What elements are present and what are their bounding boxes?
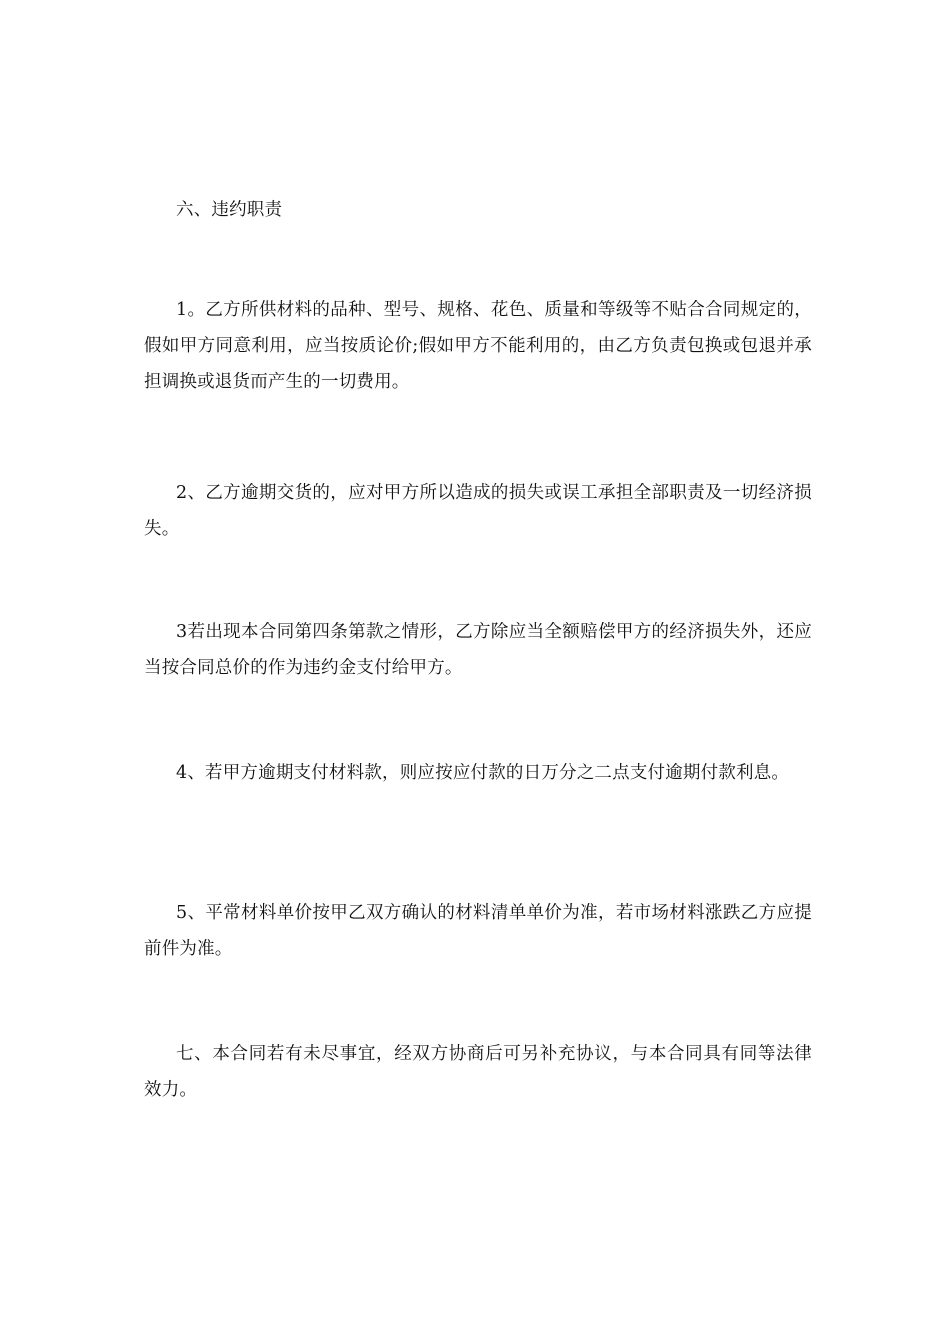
clause-paragraph-4: 4、若甲方逾期支付材料款，则应按应付款的日万分之二点支付逾期付款利息。 — [176, 763, 790, 783]
clause-paragraph-1: 1。乙方所供材料的品种、型号、规格、花色、质量和等级等不贴合合同规定的，假如甲方同意利用，应当按质论价;假如甲方不能利用的，由乙方负责包换或包退并承担调换或退货而产生的一切费用。 — [144, 300, 812, 392]
clause-paragraph-2: 2、乙方逾期交货的，应对甲方所以造成的损失或误工承担全部职责及一切经济损失。 — [144, 483, 812, 539]
clause-paragraph-5: 5、平常材料单价按甲乙双方确认的材料清单单价为准，若市场材料涨跌乙方应提前件为准。 — [144, 903, 812, 959]
clause-paragraph-3: 3若出现本合同第四条第款之情形，乙方除应当全额赔偿甲方的经济损失外，还应当按合同总价的作为违约金支付给甲方。 — [144, 622, 812, 678]
section-heading: 六、违约职责 — [176, 200, 283, 220]
section-seven-paragraph: 七、本合同若有未尽事宜，经双方协商后可另补充协议，与本合同具有同等法律效力。 — [144, 1044, 812, 1100]
